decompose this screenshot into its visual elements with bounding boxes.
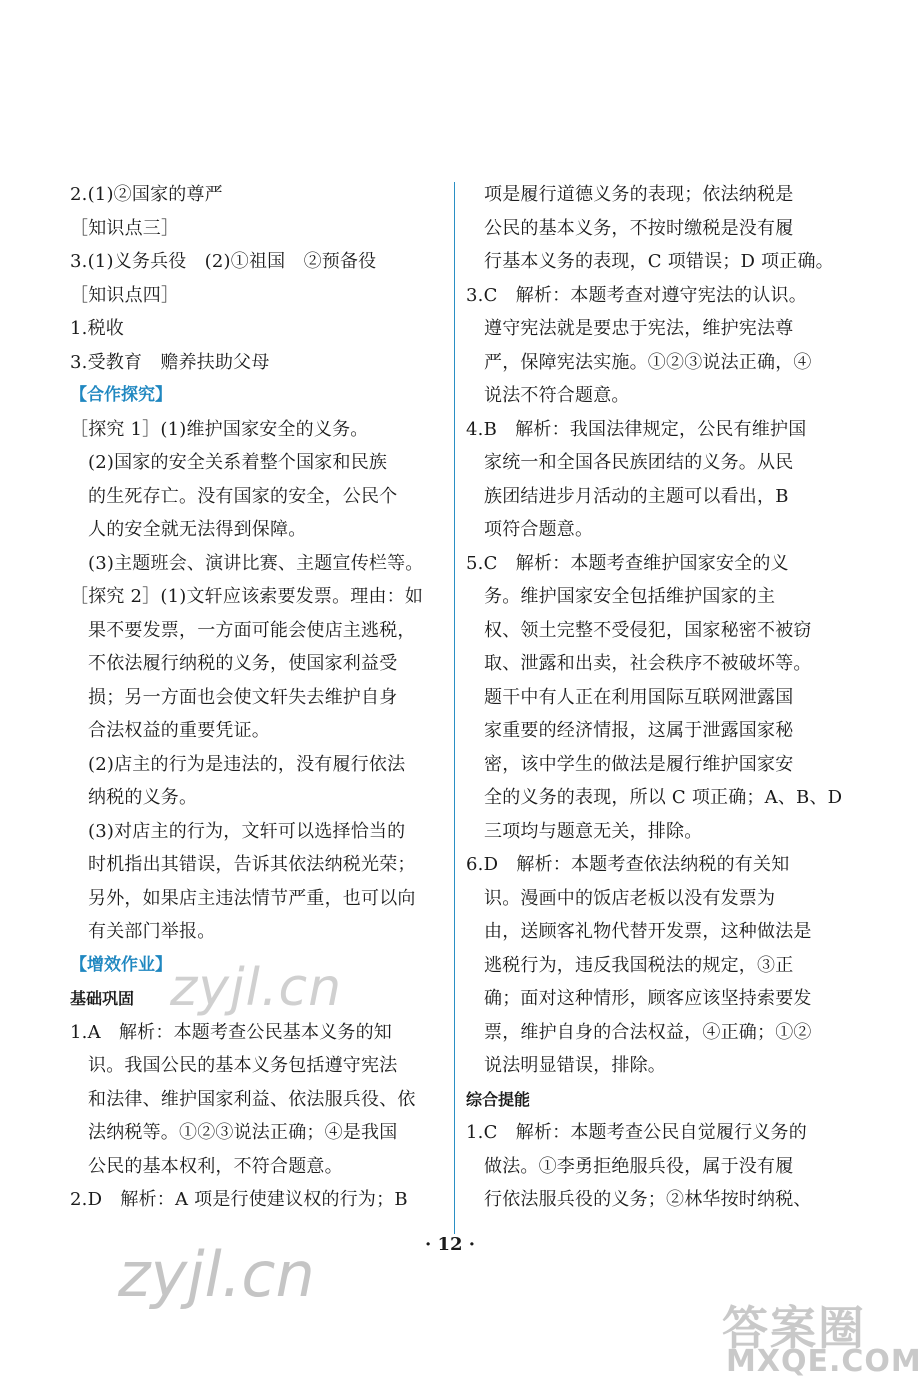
comp-question-1-line: 1.C 解析：本题考查公民自觉履行义务的 <box>466 1122 807 1143</box>
left-column <box>70 178 442 1217</box>
comp-question-1-line: 做法。①李勇拒绝服兵役，属于没有履 <box>484 1155 794 1177</box>
question-5-line: 三项均与题意无关，排除。 <box>484 820 703 842</box>
question-5-line: 5.C 解析：本题考查维护国家安全的义 <box>466 552 789 574</box>
right-column <box>466 178 843 1217</box>
explore-2-line: 另外，如果店主违法情节严重，也可以向 <box>88 887 416 909</box>
question-6-line: 票，维护自身的合法权益，④正确；①② <box>484 1021 812 1043</box>
explore-2-line: (2)店主的行为是违法的，没有履行依法 <box>88 753 406 775</box>
knowledge-point-heading: ［知识点三］ <box>70 217 180 239</box>
question-1-line: 法纳税等。①②③说法正确；④是我国 <box>88 1122 398 1143</box>
watermark: zyjl.cn <box>170 958 343 1018</box>
question-4-line: 项符合题意。 <box>484 519 594 540</box>
question-1-line: 识。我国公民的基本义务包括遵守宪法 <box>88 1055 398 1076</box>
page-number: · 12 · <box>424 1234 476 1255</box>
comp-question-1-line: 行依法服兵役的义务；②林华按时纳税、 <box>484 1189 812 1210</box>
question-1-line: 公民的基本权利，不符合题意。 <box>88 1155 343 1177</box>
subheading-basic: 基础巩固 <box>70 989 135 1008</box>
question-5-line: 题干中有人正在利用国际互联网泄露国 <box>484 686 794 708</box>
explore-2-line: 纳税的义务。 <box>88 787 198 808</box>
explore-2-line: 不依法履行纳税的义务，使国家利益受 <box>88 653 398 674</box>
watermark: zyjl.cn <box>118 1238 315 1311</box>
answer-line: 2.(1)②国家的尊严 <box>70 184 223 205</box>
explore-2-line: (3)对店主的行为，文轩可以选择恰当的 <box>88 820 406 842</box>
question-3-line: 严，保障宪法实施。①②③说法正确，④ <box>484 351 812 373</box>
explore-1-line: (3)主题班会、演讲比赛、主题宣传栏等。 <box>88 552 424 574</box>
question-4-line: 4.B 解析：我国法律规定，公民有维护国 <box>466 418 807 440</box>
explore-1-line: ［探究 1］(1)维护国家安全的义务。 <box>70 418 369 440</box>
explore-2-line: 时机指出其错误，告诉其依法纳税光荣； <box>88 854 416 875</box>
answer-line: 3.受教育 赡养扶助父母 <box>70 351 270 373</box>
question-3-line: 3.C 解析：本题考查对遵守宪法的认识。 <box>466 284 807 306</box>
explore-2-line: 合法权益的重要凭证。 <box>88 720 270 741</box>
question-5-line: 家重要的经济情报，这属于泄露国家秘 <box>484 720 794 741</box>
question-2-line: 项是履行道德义务的表现；依法纳税是 <box>484 184 794 205</box>
question-3-line: 遵守宪法就是要忠于宪法，维护宪法尊 <box>484 318 794 339</box>
question-6-line: 由，送顾客礼物代替开发票，这种做法是 <box>484 921 812 942</box>
answer-line: 3.(1)义务兵役 (2)①祖国 ②预备役 <box>70 251 377 272</box>
question-1-line: 和法律、维护国家利益、依法服兵役、依 <box>88 1088 416 1110</box>
explore-2-line: 有关部门举报。 <box>88 921 216 942</box>
logo-text-en: MXQE.COM <box>726 1344 922 1379</box>
site-logo <box>722 1292 922 1384</box>
explore-2-line: ［探究 2］(1)文轩应该索要发票。理由：如 <box>70 586 424 607</box>
question-5-line: 取、泄露和出卖，社会秩序不被破坏等。 <box>484 653 812 674</box>
explore-1-line: 的生死存亡。没有国家的安全，公民个 <box>88 485 398 507</box>
explore-2-line: 果不要发票，一方面可能会使店主逃税， <box>88 619 416 641</box>
explore-2-line: 损；另一方面也会使文轩失去维护自身 <box>88 686 398 708</box>
question-3-line: 说法不符合题意。 <box>484 385 630 406</box>
explore-1-line: 人的安全就无法得到保障。 <box>88 519 307 540</box>
logo-text-cn: 答案圈 <box>722 1301 866 1355</box>
question-1-line: 1.A 解析：本题考查公民基本义务的知 <box>70 1021 392 1043</box>
question-5-line: 权、领土完整不受侵犯，国家秘密不被窃 <box>484 619 812 641</box>
question-6-line: 确；面对这种情形，顾客应该坚持索要发 <box>484 988 812 1009</box>
question-2-line: 行基本义务的表现，C 项错误；D 项正确。 <box>484 251 834 272</box>
question-5-line: 全的义务的表现，所以 C 项正确；A、B、D <box>484 787 843 808</box>
section-heading-homework: 【增效作业】 <box>70 954 172 975</box>
question-6-line: 识。漫画中的饭店老板以没有发票为 <box>484 887 776 909</box>
question-5-line: 务。维护国家安全包括维护国家的主 <box>484 586 776 607</box>
explore-1-line: (2)国家的安全关系着整个国家和民族 <box>88 452 388 473</box>
question-6-line: 6.D 解析：本题考查依法纳税的有关知 <box>466 854 790 875</box>
column-divider <box>454 182 455 1234</box>
subheading-comprehensive: 综合提能 <box>466 1089 531 1109</box>
question-4-line: 家统一和全国各民族团结的义务。从民 <box>484 452 794 473</box>
question-2-line: 2.D 解析：A 项是行使建议权的行为；B <box>70 1189 408 1210</box>
question-5-line: 密，该中学生的做法是履行维护国家安 <box>484 753 794 775</box>
question-6-line: 逃税行为，违反我国税法的规定，③正 <box>484 954 794 976</box>
answer-line: 1.税收 <box>70 318 124 339</box>
section-heading-cooperation: 【合作探究】 <box>70 385 172 405</box>
question-6-line: 说法明显错误，排除。 <box>484 1055 666 1076</box>
question-2-line: 公民的基本义务，不按时缴税是没有履 <box>484 217 794 239</box>
question-4-line: 族团结进步月活动的主题可以看出，B <box>484 485 789 507</box>
knowledge-point-heading: ［知识点四］ <box>70 284 180 306</box>
